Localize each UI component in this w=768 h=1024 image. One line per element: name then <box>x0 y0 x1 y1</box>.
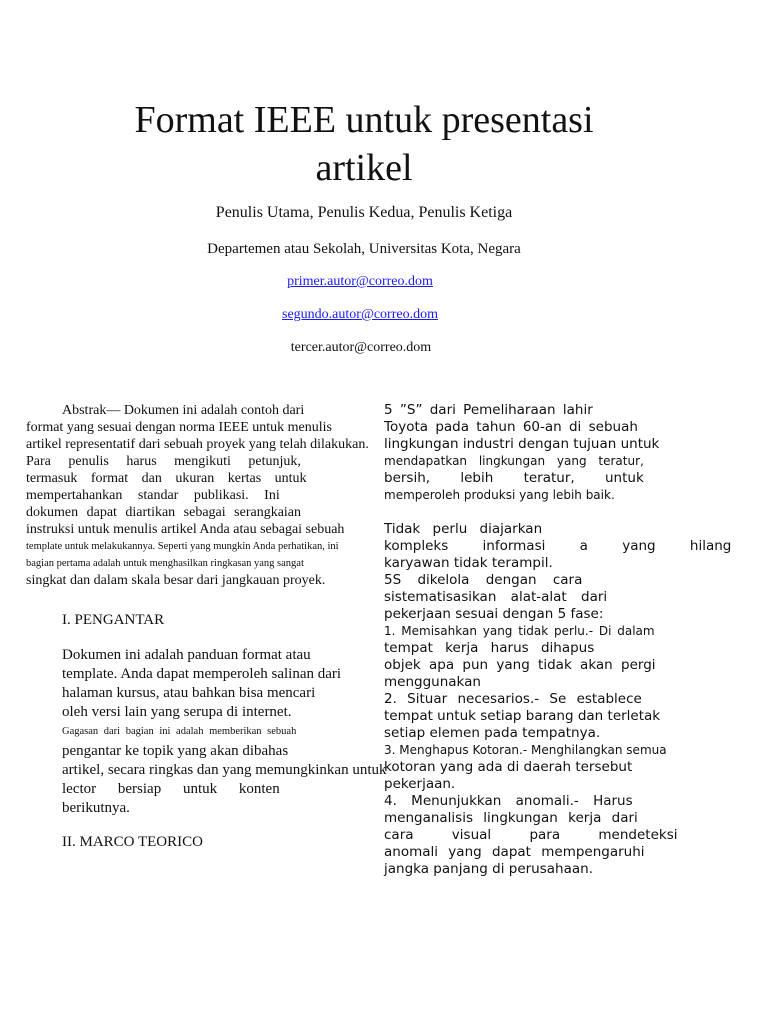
body-line: kompleks informasi a yang hilang <box>384 538 732 554</box>
body-column-right <box>384 402 732 878</box>
intro-line: Gagasan dari bagian ini adalah memberikan sebuah <box>62 726 297 737</box>
abstract-line: instruksi untuk menulis artikel Anda atau sebagai sebuah <box>26 522 345 537</box>
email-link-2[interactable]: segundo.autor@correo.dom <box>282 307 438 322</box>
body-line: pekerjaan. <box>384 776 456 792</box>
body-line: menggunakan <box>384 674 481 690</box>
body-line: Tidak perlu diajarkan <box>384 521 543 537</box>
body-line: 1. Memisahkan yang tidak perlu.- Di dalam <box>384 624 655 638</box>
intro-line: pengantar ke topik yang akan dibahas <box>62 743 289 759</box>
section-heading-pengantar: I. PENGANTAR <box>62 612 165 628</box>
body-line: cara visual para mendeteksi <box>384 827 678 843</box>
intro-line: template. Anda dapat memperoleh salinan dari <box>62 666 342 682</box>
intro-line: halaman kursus, atau bahkan bisa mencari <box>62 685 316 701</box>
body-line: memperoleh produksi yang lebih baik. <box>384 488 615 502</box>
body-line: anomali yang dapat mempengaruhi <box>384 844 645 860</box>
body-line: jangka panjang di perusahaan. <box>384 861 593 877</box>
body-line: 5S dikelola dengan cara <box>384 572 583 588</box>
body-line: kotoran yang ada di daerah tersebut <box>384 759 633 775</box>
abstract-block <box>26 402 384 589</box>
body-line: objek apa pun yang tidak akan pergi <box>384 657 656 673</box>
email-link-1[interactable]: primer.autor@correo.dom <box>287 274 433 289</box>
body-line: karyawan tidak terampil. <box>384 555 553 571</box>
abstract-line: Abstrak— Dokumen ini adalah contoh dari <box>62 403 305 418</box>
body-line: 3. Menghapus Kotoran.- Menghilangkan semua <box>384 743 667 757</box>
body-line: 2. Situar necesarios.- Se establece <box>384 691 642 707</box>
abstract-line: mempertahankan standar publikasi. Ini <box>26 488 280 503</box>
intro-line: oleh versi lain yang serupa di internet. <box>62 704 292 720</box>
body-line: tempat kerja harus dihapus <box>384 640 595 656</box>
email-text-3: tercer.autor@correo.dom <box>290 340 432 355</box>
body-line: bersih, lebih teratur, untuk <box>384 470 644 486</box>
body-line: mendapatkan lingkungan yang teratur, <box>384 454 644 468</box>
intro-line: lector bersiap untuk konten <box>62 781 280 797</box>
abstract-line: bagian pertama adalah untuk menghasilkan ringkasan yang sangat <box>26 558 304 569</box>
body-line: menganalisis lingkungan kerja dari <box>384 810 638 826</box>
abstract-line: format yang sesuai dengan norma IEEE untuk menulis <box>26 420 332 435</box>
body-line: pekerjaan sesuai dengan 5 fase: <box>384 606 604 622</box>
abstract-line: artikel representatif dari sebuah proyek yang telah dilakukan. <box>26 437 369 452</box>
body-line: 4. Menunjukkan anomali.- Harus <box>384 793 633 809</box>
body-line: setiap elemen pada tempatnya. <box>384 725 601 741</box>
abstract-line: Para penulis harus mengikuti petunjuk, <box>26 454 301 469</box>
body-line: lingkungan industri dengan tujuan untuk <box>384 436 660 452</box>
abstract-line: dokumen dapat diartikan sebagai serangkaian <box>26 505 302 520</box>
abstract-line: termasuk format dan ukuran kertas untuk <box>26 471 307 486</box>
body-line: Toyota pada tahun 60-an di sebuah <box>384 419 638 435</box>
paper-title: Format IEEE untuk presentasi artikel <box>134 99 594 189</box>
blank-line <box>384 504 728 521</box>
section-heading-marco-teorico: II. MARCO TEORICO <box>62 834 203 850</box>
abstract-line: singkat dan dalam skala besar dari jangkauan proyek. <box>26 573 326 588</box>
abstract-line: template untuk melakukannya. Seperti yang mungkin Anda perhatikan, ini <box>26 541 339 552</box>
body-line: sistematisasikan alat-alat dari <box>384 589 608 605</box>
body-line: 5 ”S” dari Pemeliharaan lahir <box>384 402 593 418</box>
author-list: Penulis Utama, Penulis Kedua, Penulis Ketiga <box>215 204 513 221</box>
body-line: tempat untuk setiap barang dan terletak <box>384 708 661 724</box>
affiliation: Departemen atau Sekolah, Universitas Kota, Negara <box>207 241 521 257</box>
intro-line: berikutnya. <box>62 800 130 816</box>
intro-line: Dokumen ini adalah panduan format atau <box>62 647 311 663</box>
intro-line: artikel, secara ringkas dan yang memungkinkan untuk <box>62 762 387 778</box>
intro-block <box>62 646 387 818</box>
